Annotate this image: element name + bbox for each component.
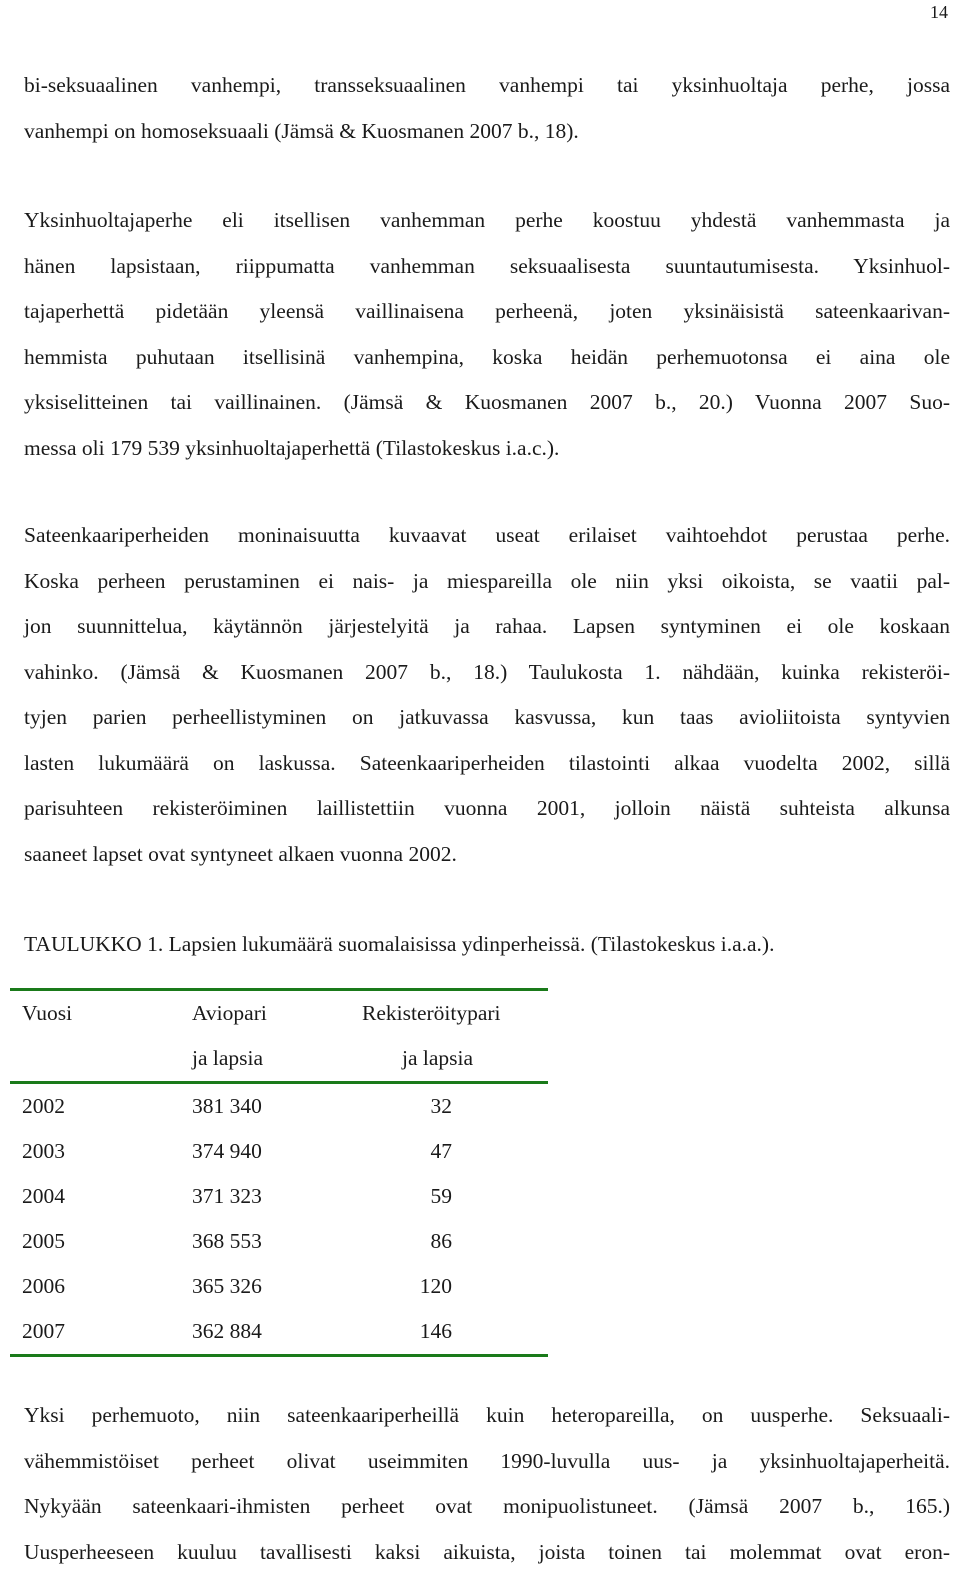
header-year: Vuosi <box>22 1001 73 1025</box>
text-line: lasten lukumäärä on laskussa. Sateenkaariperheiden tilastointi alkaa vuodelta 2002, sillä <box>24 750 950 775</box>
text-line: bi-seksuaalinen vanhempi, transseksuaalinen vanhempi tai yksinhuoltaja perhe, jossa <box>24 73 950 97</box>
paragraph-family-types-end <box>24 63 950 154</box>
text-line: Nykyään sateenkaari-ihmisten perheet ovat monipuolistuneet. (Jämsä 2007 b., 165.) <box>24 1494 950 1518</box>
text-line: hemmista puhutaan itsellisinä vanhempina, koska heidän perhemuotonsa ei aina ole <box>24 344 950 369</box>
text-line: hänen lapsistaan, riippumatta vanhemman seksuaalisesta suuntautumisesta. Yksinhuol- <box>24 253 950 278</box>
text-line: Yksinhuoltajaperhe eli itsellisen vanhemman perhe koostuu yhdestä vanhemmasta ja <box>24 208 950 232</box>
text-line: parisuhteen rekisteröiminen laillistettiin vuonna 2001, jolloin näistä suhteista alkunsa <box>24 796 950 820</box>
table-header-row-2 <box>10 1036 548 1081</box>
text-line: saaneet lapset ovat syntyneet alkaen vuonna 2002. <box>24 841 457 866</box>
header-rek-line2-text: ja lapsia <box>402 1046 474 1070</box>
header-rek-line1: Rekisteröitypari <box>362 1001 501 1025</box>
cell-avio: 381 340 <box>192 1094 262 1118</box>
cell-avio: 362 884 <box>192 1319 262 1343</box>
table-row <box>10 1309 548 1354</box>
text-line: vähemmistöiset perheet olivat useimmiten 1990-luvulla uus- ja yksinhuoltajaperheitä. <box>24 1448 950 1473</box>
cell-rek: 59 <box>430 1184 452 1208</box>
text-line: jon suunnittelua, käytännön järjestelyitä ja rahaa. Lapsen syntyminen ei ole koskaan <box>24 614 950 638</box>
cell-rek: 86 <box>430 1229 452 1253</box>
header-rek-line2 <box>362 1036 548 1081</box>
paragraph-single-parent <box>24 198 950 471</box>
text-line: vahinko. (Jämsä & Kuosmanen 2007 b., 18.) Taulukosta 1. nähdään, kuinka rekisteröi- <box>24 659 950 684</box>
table-data <box>10 1084 548 1354</box>
cell-year: 2004 <box>22 1184 65 1208</box>
text-line: tajaperhettä pidetään yleensä vaillinaisena perheenä, joten yksinäisistä sateenkaarivan- <box>24 299 950 323</box>
text-line: Yksi perhemuoto, niin sateenkaariperheillä kuin heteropareilla, on uusperhe. Seksuaali- <box>24 1403 950 1427</box>
cell-rek: 47 <box>430 1139 452 1163</box>
text-line: messa oli 179 539 yksinhuoltajaperhettä (Tilastokeskus i.a.c.). <box>24 435 560 460</box>
cell-rek: 146 <box>419 1319 452 1343</box>
cell-avio: 368 553 <box>192 1229 262 1253</box>
cell-year: 2005 <box>22 1229 65 1253</box>
text-line: Koska perheen perustaminen ei nais- ja miespareilla ole niin yksi oikoista, se vaatii pal- <box>24 568 950 593</box>
header-avio-line2: ja lapsia <box>192 1046 264 1070</box>
table-caption: TAULUKKO 1. Lapsien lukumäärä suomalaisissa ydinperheissä. (Tilastokeskus i.a.a.). <box>24 932 775 956</box>
cell-avio: 374 940 <box>192 1139 262 1163</box>
text-line: tyjen parien perheellistyminen on jatkuvassa kasvussa, kun taas avioliitoista syntyvien <box>24 705 950 729</box>
table-row <box>10 1219 548 1264</box>
table-row <box>10 1174 548 1219</box>
table-header-row <box>10 991 548 1036</box>
paragraph-rainbow-families <box>24 513 950 877</box>
table-rule-bottom <box>10 1354 548 1357</box>
page-number: 14 <box>930 2 948 22</box>
data-table <box>10 988 548 1357</box>
cell-avio: 365 326 <box>192 1274 262 1298</box>
table-row <box>10 1264 548 1309</box>
text-line: Uusperheeseen kuuluu tavallisesti kaksi aikuista, joista toinen tai molemmat ovat eron- <box>24 1539 950 1564</box>
cell-year: 2007 <box>22 1319 65 1343</box>
cell-year: 2002 <box>22 1094 65 1118</box>
table-row <box>10 1084 548 1129</box>
table-row <box>10 1129 548 1174</box>
cell-rek: 120 <box>419 1274 452 1298</box>
paragraph-blended-families <box>24 1393 950 1575</box>
header-avio-line1: Aviopari <box>192 1001 267 1025</box>
table-body <box>10 991 548 1081</box>
cell-year: 2006 <box>22 1274 65 1298</box>
cell-avio: 371 323 <box>192 1184 262 1208</box>
cell-rek: 32 <box>430 1094 452 1118</box>
cell-year: 2003 <box>22 1139 65 1163</box>
text-line: yksiselitteinen tai vaillinainen. (Jämsä & Kuosmanen 2007 b., 20.) Vuonna 2007 Suo- <box>24 390 950 414</box>
text-line: Sateenkaariperheiden moninaisuutta kuvaavat useat erilaiset vaihtoehdot perustaa perhe. <box>24 523 950 547</box>
text-line: vanhempi on homoseksuaali (Jämsä & Kuosmanen 2007 b., 18). <box>24 118 579 143</box>
